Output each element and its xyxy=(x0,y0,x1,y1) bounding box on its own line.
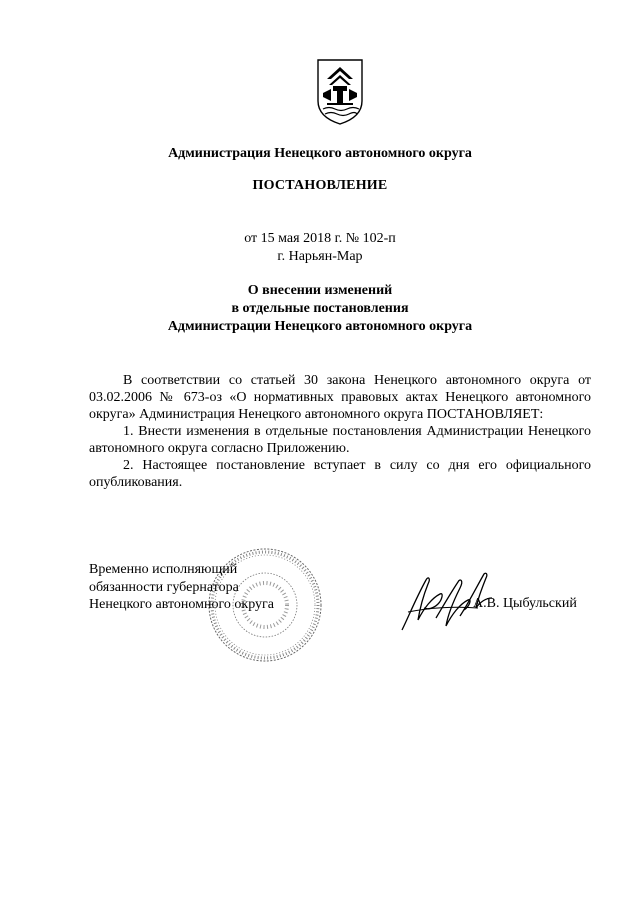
organization-header: Администрация Ненецкого автономного округа xyxy=(168,146,472,161)
signatory-position xyxy=(89,561,274,614)
position-line-1: Временно исполняющий xyxy=(89,562,238,577)
position-line-3: Ненецкого автономного округа xyxy=(89,597,274,612)
position-line-2: обязанности губернатора xyxy=(89,579,239,595)
item-1-paragraph: 1. Внести изменения в отдельные постановления Администрации Ненецкого автономного округа согласно Приложению. xyxy=(89,424,591,456)
signer-name: А.В. Цыбульский xyxy=(473,596,577,611)
item-2-paragraph: 2. Настоящее постановление вступает в силу со дня его официального опубликования. xyxy=(89,458,591,490)
title-line-3: Администрации Ненецкого автономного округа xyxy=(167,319,473,334)
title-line-1: О внесении изменений xyxy=(247,283,393,298)
document-body xyxy=(89,372,591,491)
title-line-2: в отдельные постановления xyxy=(231,301,409,316)
preamble-paragraph: В соответствии со статьей 30 закона Ненецкого автономного округа от 03.02.2006 № 673-оз «О нормативных правовых актах Ненецкого автономного округа» Администрация Ненецкого автономного округа ПОСТАНОВЛЯЕТ: xyxy=(89,373,591,422)
city-line: г. Нарьян-Мар xyxy=(277,249,363,264)
coat-of-arms-icon xyxy=(315,57,365,127)
document-type: ПОСТАНОВЛЕНИЕ xyxy=(252,178,388,193)
document-title xyxy=(0,282,640,336)
date-number-line: от 15 мая 2018 г. № 102-п xyxy=(244,231,396,246)
